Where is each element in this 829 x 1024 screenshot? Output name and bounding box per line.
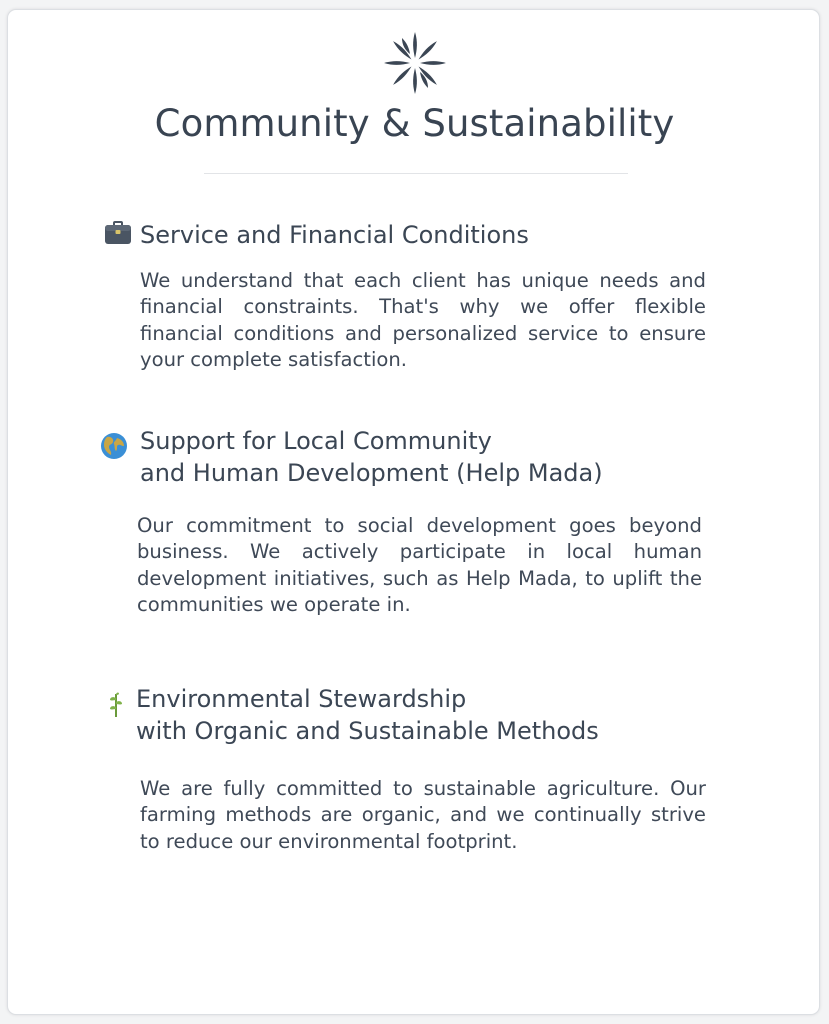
page-title: Community & Sustainability xyxy=(154,102,675,145)
herb-icon xyxy=(102,690,130,718)
section-heading-service: Service and Financial Conditions xyxy=(140,221,529,249)
globe-icon xyxy=(100,432,128,460)
section-heading-environment: Environmental Stewardship with Organic and Sustainable Methods xyxy=(136,685,599,745)
section-body-environment: We are fully committed to sustainable agriculture. Our farming methods are organic, and we continually strive to reduce our environmental footprint. xyxy=(140,777,706,853)
briefcase-icon xyxy=(104,219,132,247)
section-body-community: Our commitment to social development goes beyond business. We actively participate in local human development initiatives, such as Help Mada, to uplift the communities we operate in. xyxy=(137,514,702,616)
section-body-service: We understand that each client has unique needs and financial constraints. That's why we offer flexible financial conditions and personalized service to ensure your complete satisfaction. xyxy=(140,269,706,371)
content-card xyxy=(7,9,820,1015)
title-divider xyxy=(204,173,628,174)
starburst-logo-icon xyxy=(380,28,450,98)
section-heading-community: Support for Local Community and Human Development (Help Mada) xyxy=(140,427,603,487)
